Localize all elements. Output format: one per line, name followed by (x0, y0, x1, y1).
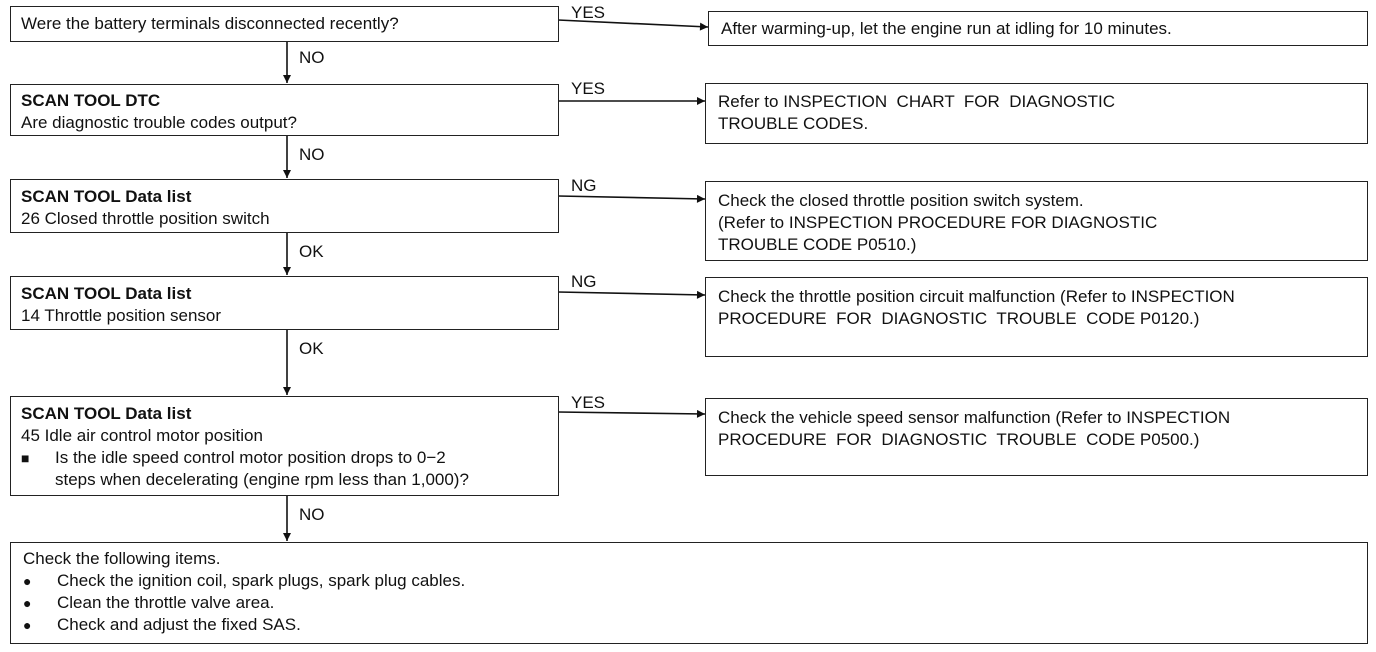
arrow-step4-ng (558, 292, 705, 295)
final-item-text: Check and adjust the fixed SAS. (57, 615, 301, 634)
label-step1-no: NO (299, 48, 325, 67)
label-step4-ok: OK (299, 339, 324, 358)
result-2-line2: TROUBLE CODES. (718, 114, 869, 133)
bullet-indent (21, 469, 55, 491)
final-item (23, 570, 1355, 592)
step-5-item: 45 Idle air control motor position (21, 426, 263, 445)
step-3-box (10, 179, 559, 233)
result-5-line2: PROCEDURE FOR DIAGNOSTIC TROUBLE CODE P0500.) (718, 430, 1200, 449)
label-step4-ng: NG (571, 272, 597, 291)
step-2-box (10, 84, 559, 136)
result-3-line2: (Refer to INSPECTION PROCEDURE FOR DIAGNOSTIC (718, 213, 1158, 232)
label-step2-yes: YES (571, 79, 606, 98)
step-5-bullet-cont (21, 469, 548, 491)
result-1-box (708, 11, 1368, 46)
final-item (23, 614, 1355, 636)
final-item (23, 592, 1355, 614)
label-step2-no: NO (299, 145, 325, 164)
result-4-line1: Check the throttle position circuit malfunction (Refer to INSPECTION (718, 287, 1235, 306)
result-1-line1: After warming-up, let the engine run at idling for 10 minutes. (721, 19, 1172, 38)
result-3-line1: Check the closed throttle position switch system. (718, 191, 1084, 210)
label-step1-yes: YES (571, 3, 606, 22)
step-2-question: Are diagnostic trouble codes output? (21, 113, 297, 132)
result-4-line2: PROCEDURE FOR DIAGNOSTIC TROUBLE CODE P0120.) (718, 309, 1200, 328)
result-5-box (705, 398, 1368, 476)
bullet-icon: ● (23, 595, 32, 611)
step-5-box (10, 396, 559, 496)
final-check-box (10, 542, 1368, 644)
step-1-question: Were the battery terminals disconnected recently? (21, 14, 399, 33)
bullet-icon: ■ (21, 450, 30, 466)
bullet-icon: ● (23, 573, 32, 589)
label-step3-ok: OK (299, 242, 324, 261)
result-4-box (705, 277, 1368, 357)
step-1-box (10, 6, 559, 42)
step-3-item: 26 Closed throttle position switch (21, 209, 270, 228)
step-4-title: SCAN TOOL Data list (21, 284, 192, 303)
step-2-title: SCAN TOOL DTC (21, 91, 161, 110)
step-3-title: SCAN TOOL Data list (21, 187, 192, 206)
result-2-line1: Refer to INSPECTION CHART FOR DIAGNOSTIC (718, 92, 1116, 111)
label-step5-no: NO (299, 505, 325, 524)
label-step5-yes: YES (571, 393, 606, 412)
arrow-step3-ng (558, 196, 705, 199)
step-5-bullet-line2: steps when decelerating (engine rpm less than 1,000)? (55, 470, 469, 489)
step-5-bullet (21, 447, 548, 469)
final-item-text: Check the ignition coil, spark plugs, spark plug cables. (57, 571, 466, 590)
result-5-line1: Check the vehicle speed sensor malfunction (Refer to INSPECTION (718, 408, 1231, 427)
final-heading: Check the following items. (23, 549, 221, 568)
bullet-icon: ● (23, 617, 32, 633)
step-5-title: SCAN TOOL Data list (21, 404, 192, 423)
final-item-text: Clean the throttle valve area. (57, 593, 275, 612)
step-5-bullet-line1: Is the idle speed control motor position drops to 0−2 (55, 448, 446, 467)
step-4-item: 14 Throttle position sensor (21, 306, 222, 325)
result-3-line3: TROUBLE CODE P0510.) (718, 235, 917, 254)
step-4-box (10, 276, 559, 330)
result-2-box (705, 83, 1368, 144)
label-step3-ng: NG (571, 176, 597, 195)
result-3-box (705, 181, 1368, 261)
